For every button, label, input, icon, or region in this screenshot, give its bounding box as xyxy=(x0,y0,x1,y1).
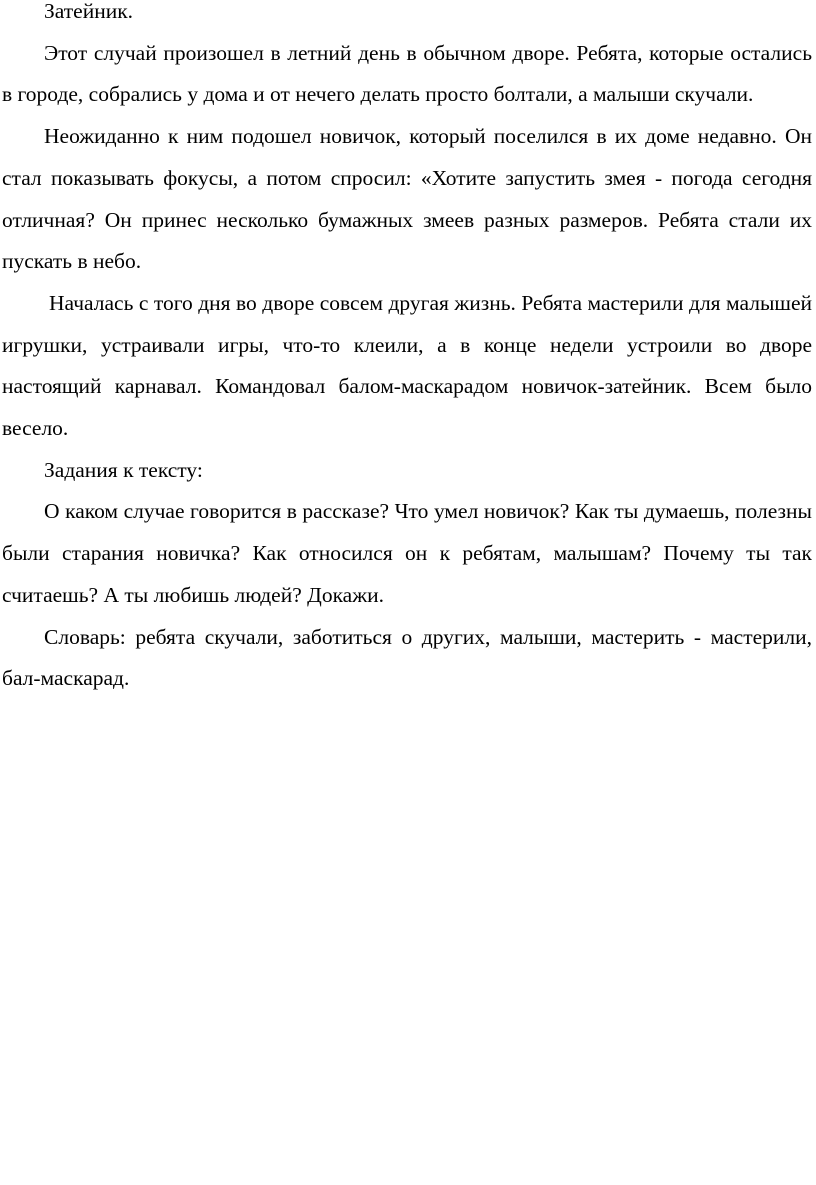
paragraph-1: Этот случай произошел в летний день в обычном дворе. Ребята, которые остались в городе, собрались у дома и от нечего делать просто болтали, а малыши скучали. xyxy=(2,40,812,107)
vocabulary-text: Словарь: ребята скучали, заботиться о других, малыши, мастерить - мастерили, бал-маскарад. xyxy=(2,624,812,691)
tasks-text: О каком случае говорится в рассказе? Что умел новичок? Как ты думаешь, полезны были старания новичка? Как относился он к ребятам, малышам? Почему ты так считаешь? А ты любишь людей? Докажи. xyxy=(2,499,812,607)
paragraph-3: Началась с того дня во дворе совсем другая жизнь. Ребята мастерили для малышей игрушки, устраивали игры, что-то клеили, а в конце недели устроили во дворе настоящий карнавал. Командовал балом-маскарадом новичок-затейник. Всем было весело. xyxy=(2,290,812,441)
tasks-heading: Задания к тексту: xyxy=(44,457,203,482)
document-text xyxy=(2,0,812,700)
paragraph-2: Неожиданно к ним подошел новичок, который поселился в их доме недавно. Он стал показывать фокусы, а потом спросил: «Хотите запустить змея - погода сегодня отличная? Он принес несколько бумажных змеев разных размеров. Ребята стали их пускать в небо. xyxy=(2,124,812,274)
story-title: Затейник. xyxy=(44,0,134,23)
